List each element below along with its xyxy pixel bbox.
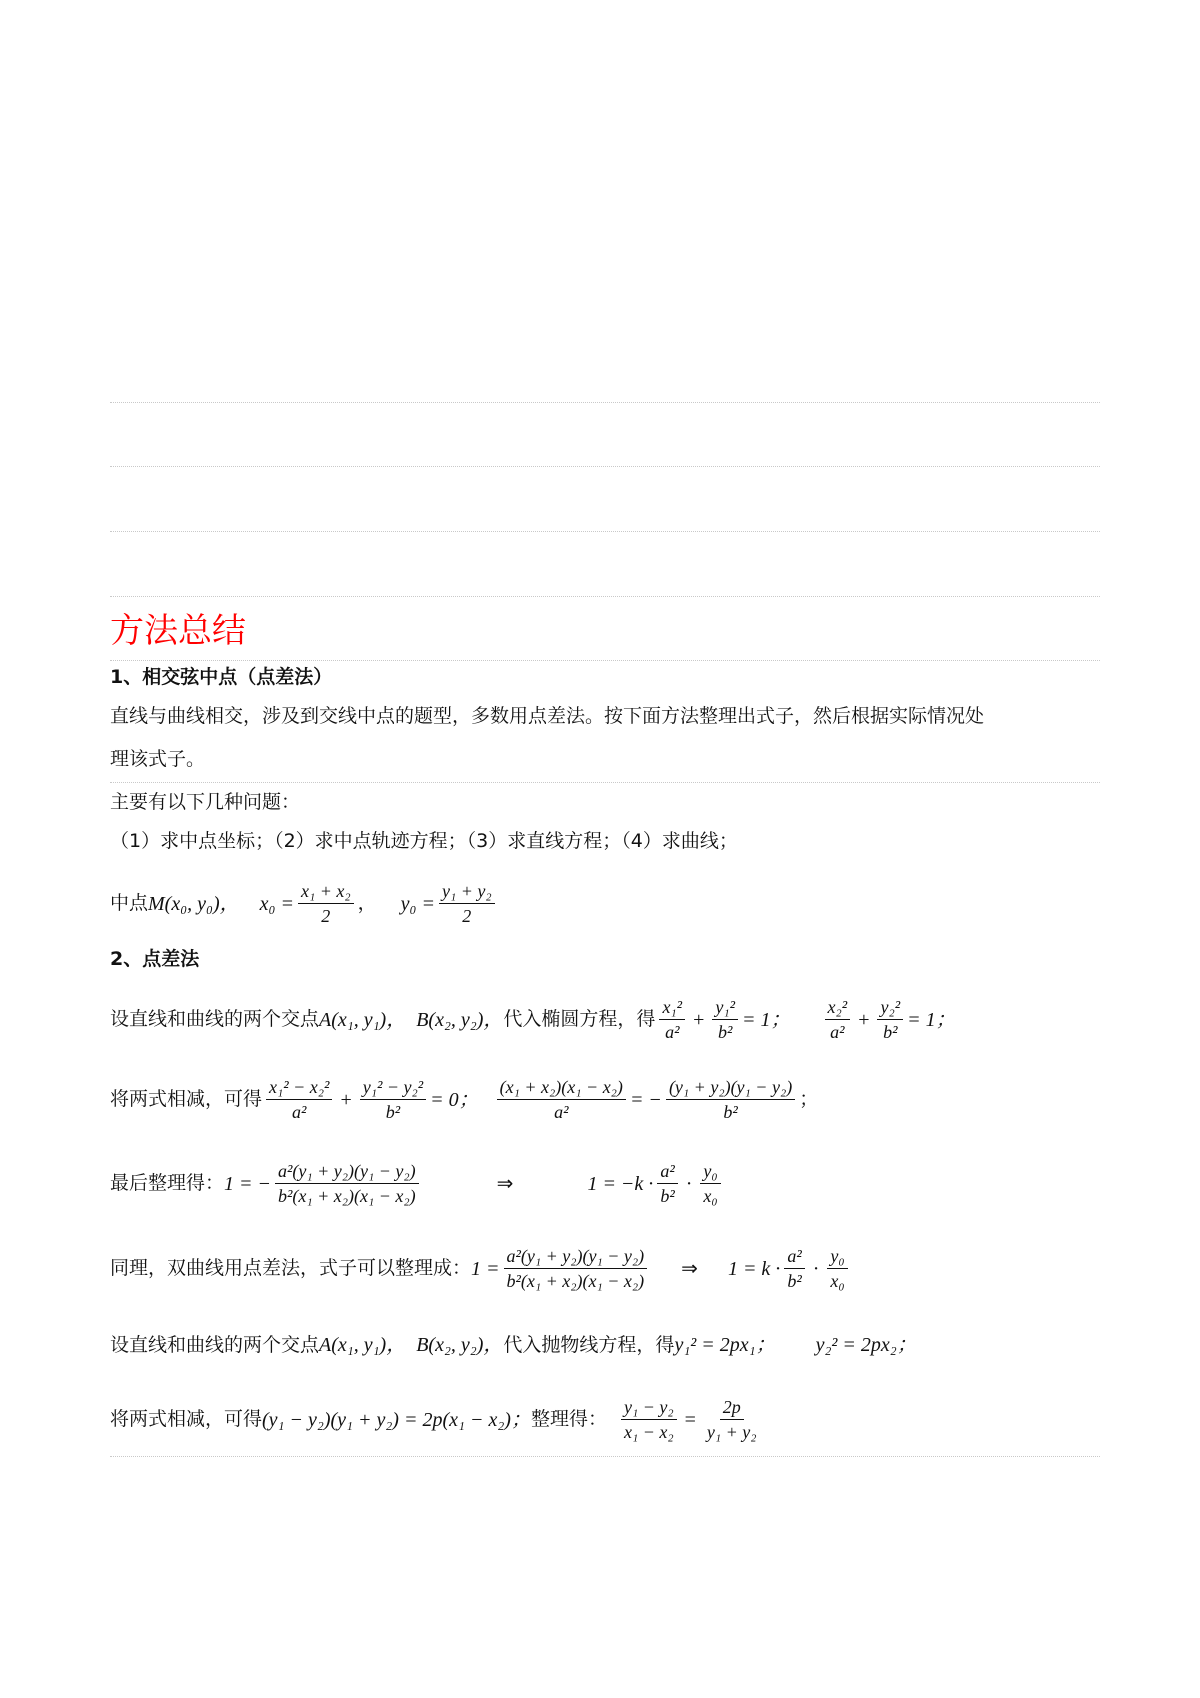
dot-operator: ·	[812, 1257, 820, 1280]
fraction	[784, 1247, 804, 1290]
ellipse-sub-text: 代入椭圆方程，得	[503, 1008, 656, 1030]
parabola-sub-text: 代入抛物线方程，得	[503, 1333, 675, 1356]
fraction	[825, 998, 851, 1041]
hyperbola-formula	[110, 1247, 852, 1290]
denominator: x₁ − x₂	[623, 1422, 674, 1442]
fraction	[497, 1078, 626, 1121]
numerator: y₀	[827, 1247, 847, 1269]
denominator: x₀	[830, 1271, 845, 1291]
dotted-rule	[110, 782, 1100, 783]
dotted-rule	[110, 466, 1100, 467]
subtraction-text: 将两式相减，可得	[110, 1088, 263, 1110]
denominator: b²(x₁ + x₂)(x₁ − x₂)	[506, 1271, 645, 1291]
equals-sign: =	[684, 1408, 696, 1431]
numerator: 2p	[720, 1398, 744, 1420]
denominator: a²	[554, 1102, 569, 1122]
ellipse-equations: 设直线和曲线的两个交点 A(x₁, y₁)， B(x₂, y₂)， 代入椭圆方程，得 $\frac{\text{x₁²}}{\text{a²}}$ + $\frac{\text{y₁²}}{\text{b²}}$ = 1； $\frac{\text{x₂²}}{\text{a²}}$ + $\frac{\text{y₂²}}{\text{b²}}$ = 1；	[110, 997, 956, 1042]
numerator: y₁² − y₂²	[360, 1078, 426, 1100]
fraction	[712, 998, 738, 1041]
hyperbola-text: 同理，双曲线用点差法，式子可以整理成：	[110, 1257, 472, 1279]
paragraph-line-1: 直线与曲线相交，涉及到交线中点的题型，多数用点差法。按下面方法整理出式子，然后根据实际情况处	[110, 705, 985, 727]
numerator: a²(y₁ + y₂)(y₁ − y₂)	[504, 1247, 648, 1269]
point-b: B(x₂, y₂)，	[416, 1334, 504, 1356]
y0-fraction	[439, 882, 495, 925]
paragraph-line-2: 理该式子。	[110, 748, 206, 770]
parabola-eq-1: y₁² = 2px₁；	[674, 1334, 776, 1356]
dotted-rule	[110, 402, 1100, 403]
numerator: x₂²	[825, 998, 851, 1020]
numerator: y₀	[700, 1162, 720, 1184]
numerator: x₁² − x₂²	[266, 1078, 332, 1100]
problem-list: （1）求中点坐标；（2）求中点轨迹方程；（3）求直线方程；（4）求曲线；	[110, 830, 738, 852]
denominator: b²	[718, 1022, 733, 1042]
heading-chord-midpoint: 1、相交弦中点（点差法）	[110, 666, 333, 688]
fraction	[266, 1078, 332, 1121]
fraction	[827, 1247, 847, 1290]
fraction	[504, 1247, 648, 1290]
equation-rhs: = 1；	[907, 1008, 956, 1031]
denominator: b²(x₁ + x₂)(x₁ − x₂)	[278, 1186, 416, 1206]
fraction	[704, 1398, 760, 1441]
final-ellipse-formula	[110, 1162, 725, 1205]
dotted-rule	[110, 1456, 1100, 1457]
numerator: a²(y₁ + y₂)(y₁ − y₂)	[275, 1162, 419, 1184]
fraction	[275, 1162, 419, 1205]
fraction	[360, 1078, 426, 1121]
numerator: (x₁ + x₂)(x₁ − x₂)	[497, 1078, 626, 1100]
implies-arrow: ⇒	[496, 1172, 514, 1195]
midpoint-label: 中点	[110, 892, 149, 914]
fraction	[621, 1398, 677, 1441]
x0-lhs: x₀ =	[259, 892, 294, 915]
final-text: 最后整理得：	[110, 1172, 225, 1194]
subtraction-text: 将两式相减，可得	[110, 1408, 263, 1430]
parabola-equations	[110, 1335, 917, 1355]
dotted-rule	[110, 531, 1100, 532]
numerator: a²	[784, 1247, 804, 1269]
formula-lhs: 1 = −	[224, 1172, 272, 1195]
numerator: y₁ − y₂	[621, 1398, 677, 1420]
denominator: b²	[883, 1022, 898, 1042]
section-title: 方法总结	[110, 611, 246, 651]
denominator: b²	[723, 1102, 738, 1122]
denominator: b²	[385, 1102, 401, 1122]
point-a: A(x₁, y₁)，	[319, 1334, 407, 1356]
denominator: b²	[787, 1271, 802, 1291]
y0-numerator: y₁ + y₂	[439, 882, 495, 904]
numerator: y₁²	[712, 998, 738, 1020]
denominator: y₁ + y₂	[706, 1422, 757, 1442]
y0-denominator: 2	[462, 906, 472, 926]
point-b: B(x₂, y₂)，	[416, 1008, 504, 1031]
fraction	[700, 1162, 720, 1205]
denominator: b²	[660, 1186, 675, 1206]
midpoint-formula	[110, 882, 499, 925]
implies-arrow: ⇒	[681, 1257, 698, 1280]
paragraph-line-3: 主要有以下几种问题：	[110, 791, 301, 813]
numerator: (y₁ + y₂)(y₁ − y₂)	[666, 1078, 795, 1100]
equals-minus: = −	[629, 1088, 662, 1111]
formula-lhs: 1 =	[471, 1257, 500, 1280]
formula-lhs: 1 = −k ·	[587, 1172, 654, 1195]
fraction	[657, 1162, 677, 1205]
denominator: a²	[830, 1022, 845, 1042]
dotted-rule	[110, 596, 1100, 597]
numerator: y₂²	[877, 998, 903, 1020]
numerator: x₁²	[659, 998, 685, 1020]
equation-rhs: = 1；	[742, 1008, 791, 1031]
denominator: a²	[292, 1102, 307, 1122]
heading-point-difference: 2、点差法	[110, 948, 200, 970]
point-a: A(x₁, y₁)，	[319, 1008, 407, 1031]
fraction	[659, 998, 685, 1041]
parabola-result	[110, 1398, 764, 1441]
denominator: a²	[665, 1022, 680, 1042]
comma: ，	[357, 892, 377, 914]
parabola-expression: (y₁ − y₂)(y₁ + y₂) = 2p(x₁ − x₂)；	[262, 1408, 531, 1431]
dotted-rule	[110, 660, 1100, 661]
result-text: 整理得：	[530, 1408, 607, 1430]
fraction	[666, 1078, 795, 1121]
dot-operator: ·	[685, 1172, 693, 1195]
ellipse-text: 设直线和曲线的两个交点	[110, 1008, 320, 1030]
parabola-text: 设直线和曲线的两个交点	[110, 1333, 320, 1356]
numerator: a²	[657, 1162, 677, 1184]
semicolon: ；	[799, 1088, 819, 1110]
midpoint-expr: M(x₀, y₀)，	[148, 892, 240, 915]
equation-rhs: = 0；	[430, 1088, 479, 1111]
subtraction-equations: 将两式相减，可得 $\frac{\text{x₁² − x₂²}}{\text{a²}}$ + $\frac{\text{y₁² − y₂²}}{\text{b²}}$ = 0； $\frac{\text{(x₁ + x₂)(x₁ − x₂)}}{\text{a²}}$ = − $\frac{\text{(y₁ + y₂)(y₁ − y₂)}}{\text{b²}}$ ；	[110, 1077, 819, 1122]
parabola-eq-2: y₂² = 2px₂；	[815, 1334, 917, 1356]
x0-denominator: 2	[321, 906, 331, 926]
formula-lhs: 1 = k ·	[727, 1257, 781, 1280]
x0-fraction	[298, 882, 354, 925]
x0-numerator: x₁ + x₂	[298, 882, 354, 904]
fraction	[877, 998, 903, 1041]
denominator: x₀	[703, 1186, 718, 1206]
y0-lhs: y₀ =	[400, 892, 435, 915]
